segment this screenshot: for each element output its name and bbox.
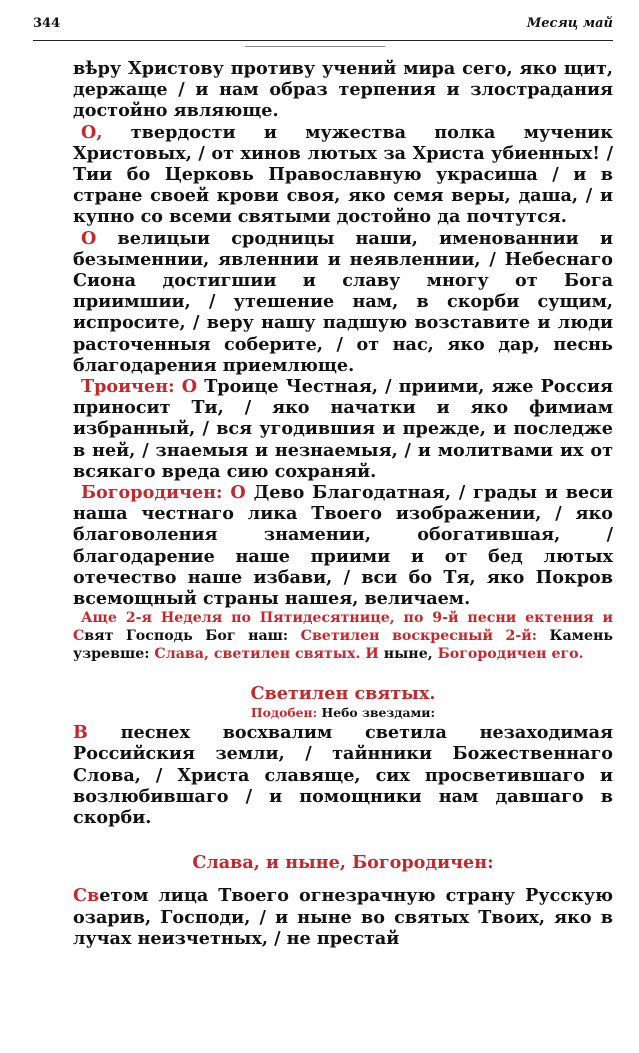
paragraph-0: вѣру Христову противу учений мира сего, яко щит, держаще / и нам образ терпения и злострадания достойно являюще.	[73, 58, 613, 122]
page-body	[73, 58, 613, 949]
paragraph-text: твердости и мужества полка мученик Христовых, / от хинов лютых за Христа убиенных! / Тии бо Церковь Православную украсиша / и в стране своей крови своя, яко семя веры, даша, / и купно со всеми святыми достойно да почтутся.	[73, 121, 613, 228]
rubric-instruction	[73, 609, 613, 663]
podoben-text: Небо звездами:	[321, 705, 436, 721]
rubric-plain-3: ныне,	[383, 646, 438, 663]
troichen-paragraph	[73, 376, 613, 482]
paragraph-text: Дево Благодатная, / грады и веси наша честнаго лика Твоего изображении, / яко благоволения знамении, обогатившая, / благодарение наше приими и от бед лютых отечество наше избави, / вси бо Тя, яко Покров всемощный страны нашея, величаем.	[73, 482, 613, 610]
paragraph-text: етом лица Твоего огнезрачную страну Русскую озарив, Господи, / и ныне во святых Твоих, яко в лучах неизчетных, / не престай	[73, 885, 613, 949]
initial-letter: О,	[81, 121, 103, 143]
bogorodichen-svetilen-paragraph	[73, 885, 613, 949]
paragraph-text: Троице Честная, / приими, яже Россия приносит Ти, / яко начатки и яко фимиам избранный, / вся угодившия и прежде, и последже в ней, / знаемыя и незнаемыя, / и молитвами их от всякаго вреда сию сохраняй.	[73, 376, 613, 482]
section-title-svetilen: Светилен святых.	[250, 683, 436, 705]
rubric-plain-1: вят Господь Бог наш:	[84, 628, 301, 645]
podoben-line	[73, 705, 613, 720]
rubric-red-4: светилен святых. И	[213, 646, 384, 663]
rubric-red-5: Богородичен его.	[437, 646, 584, 663]
paragraph-text: песнех восхвалим светила незаходимая Российския земли, / тайнники Божественнаго Слова, / Христа славяще, сих просветившаго и возлюбившаго / и помощники нам давшаго в скорби.	[73, 722, 613, 829]
rubric-plain-2: Камень узревше:	[73, 628, 614, 663]
bogorodichen-paragraph	[73, 482, 613, 609]
section-title-slava: Слава, и ныне, Богородичен:	[192, 852, 494, 874]
rubric-red-1: Аще 2-я Неделя по Пятидесятнице, по 9-й песни ектения и С	[73, 610, 613, 645]
svetilen-paragraph	[73, 722, 613, 828]
rubric-red-3: Слава,	[154, 646, 214, 663]
paragraph-text: велицыи сродницы наши, именованнии и безыменнии, явленнии и неявленнии, / Небеснаго Сиона достигшии и славу многу от Бога приимшии, / утешение нам, в скорби сущим, испросите, / веру нашу падшую возставите и люди расточенныя соберите, / от нас, яко дар, песнь благодарения приемлюще.	[73, 227, 613, 376]
page-header	[33, 14, 613, 36]
header-rule	[33, 40, 613, 41]
troichen-label: Троичен: О	[81, 376, 198, 398]
header-rule-secondary	[245, 46, 385, 47]
rubric-red-2: Светилен воскресный 2-й:	[300, 628, 550, 645]
bogorodichen-label: Богородичен: О	[81, 482, 246, 504]
running-title: Месяц май	[526, 16, 613, 31]
paragraph-1	[73, 122, 613, 228]
initial-letter: О	[81, 227, 97, 249]
podoben-label: Подобен:	[250, 705, 322, 721]
initial-letter: Св	[73, 885, 100, 907]
initial-letter: В	[73, 722, 88, 744]
page-number: 344	[33, 16, 61, 31]
paragraph-2	[73, 228, 613, 376]
